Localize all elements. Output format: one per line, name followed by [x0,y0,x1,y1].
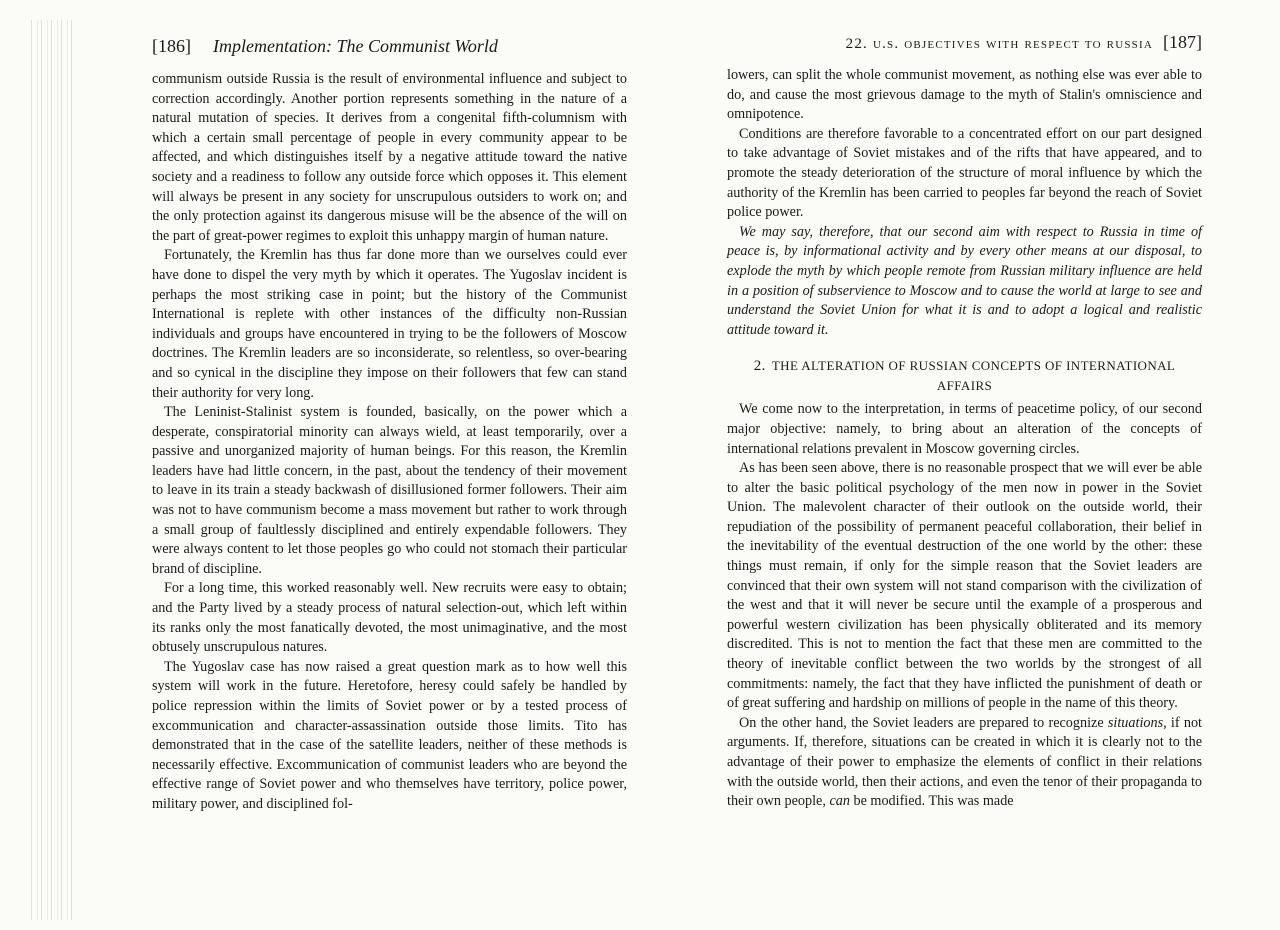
right-running-header [727,32,1202,66]
right-page [727,32,1202,812]
paragraph: lowers, can split the whole communist movement, as nothing else was ever able to do, and cause the most grievous damage to the myth of Stalin's omniscience and omnipotence. [727,67,1202,123]
section-title-continued: AFFAIRS [936,378,993,394]
section-number: 2. [753,358,766,375]
left-page-number: [186] [152,36,191,56]
right-page-body [727,66,1202,812]
paragraph: As has been seen above, there is no reasonable prospect that we will ever be able to alter the basic political psychology of the men now in power in the Soviet Union. The malevolent character of their outlook on the outside world, their repudiation of the possibility of permanent peaceful collaboration, their belief in the inevitability of the eventual destruction of the one world by the other: these things must remain, if only for the simple reason that the Soviet leaders are convinced that their own system will not stand comparison with the civilization of the west and that it will never be secure until the example of a prosperous and powerful western civilization has been physically obliterated and its memory discredited. This is not to mention the fact that these men are committed to the theory of inevitable conflict between the two worlds by the strongest of all commitments: namely, the fact that they have inflicted the punishment of death or of great suffering and hardship on millions of people in the name of this theory. [727,460,1202,712]
emphasis: can [829,793,850,810]
left-page-body [152,70,627,815]
paragraph: We come now to the interpretation, in terms of peacetime policy, of our second major objective: namely, to bring about an alteration of the concepts of international relations prevalent in Moscow governing circles. [727,401,1202,457]
left-running-head-title: Implementation: The Communist World [213,36,498,56]
paragraph: The Leninist-Stalinist system is founded, basically, on the power which a desperate, conspiratorial minority can always wield, at least temporarily, over a passive and unorganized majority of human beings. For this reason, the Kremlin leaders have had little concern, in the past, about the tendency of their movement to leave in its train a steady backwash of disillusioned former followers. Their aim was not to have communism become a mass movement but rather to work through a small group of faultlessly disciplined and entirely expendable followers. They were always content to let those peoples go who could not stomach their particular brand of discipline. [152,404,627,577]
right-page-number: [187] [1163,32,1202,52]
section-heading [727,356,1202,396]
section-title: THE ALTERATION OF RUSSIAN CONCEPTS OF INTERNATIONAL [771,358,1176,374]
text-run: if not arguments. If, therefore, situations can be created in which it is clearly not to the advantage of their power to emphasize the elements of conflict in their relations with the outside world, then their actions, and even the tenor of their propaganda to their own people, [727,714,1202,810]
second-aim-statement: We may say, therefore, that our second aim with respect to Russia in time of peace is, by informational activity and by every other means at our disposal, to explode the myth by which people remote from Russian military influence are held in a position of subservience to Moscow and to cause the world at large to see and understand the Soviet Union for what it is and to adopt a logical and realistic attitude toward it. [727,223,1202,338]
book-spine-scan-edge [28,20,72,920]
text-run: On the other hand, the Soviet leaders are prepared to recognize [739,714,1104,731]
right-running-head-title: 22. u.s. objectives with respect to russia [845,36,1153,52]
paragraph [727,714,1202,812]
paragraph: The Yugoslav case has now raised a great question mark as to how well this system will work in the future. Heretofore, heresy could safely be handled by police repression within the limits of Soviet power or by a tested process of excommunication and character-assassination outside those limits. Tito has demonstrated that in the case of the satellite leaders, neither of these methods is necessarily effective. Excommunication of communist leaders who are beyond the effective range of Soviet power and who themselves have territory, police power, military power, and disciplined fol- [152,658,627,812]
left-running-header [152,36,627,70]
text-run: be modified. This was made [853,793,1014,810]
paragraph: Conditions are therefore favorable to a concentrated effort on our part designed to take advantage of Soviet mistakes and of the rifts that have appeared, and to promote the steady deterioration of the structure of moral influence by which the authority of the Kremlin has been carried to peoples far beyond the reach of Soviet police power. [727,125,1202,221]
paragraph: For a long time, this worked reasonably well. New recruits were easy to obtain; and the Party lived by a steady process of natural selection-out, which left within its ranks only the most fanatically devoted, the most unimaginative, and the most obtusely unscrupulous natures. [152,580,627,656]
paragraph: communism outside Russia is the result of environmental influence and subject to correction accordingly. Another portion represents something in the nature of a natural mutation of species. It derives from a congenital fifth-columnism with which a certain small percentage of people in every community appear to be affected, and which distinguishes itself by a negative attitude toward the native society and a readiness to follow any outside force which opposes it. This element will always be present in any society for unscrupulous outsiders to work on; and the only protection against its dangerous misuse will be the absence of the will on the part of great-power regimes to exploit this unhappy margin of human nature. [152,71,627,244]
paragraph: Fortunately, the Kremlin has thus far done more than we ourselves could ever have done to dispel the very myth by which it operates. The Yugoslav incident is perhaps the most striking case in point; but the history of the Communist International is replete with other instances of the difficulty non-Russian individuals and groups have encountered in trying to be the followers of Moscow doctrines. The Kremlin leaders are so inconsiderate, so relentless, so over-bearing and so cynical in the discipline they impose on their followers that few can stand their authority for very long. [152,247,627,401]
left-page [152,36,627,815]
emphasis: situations, [1107,714,1167,731]
